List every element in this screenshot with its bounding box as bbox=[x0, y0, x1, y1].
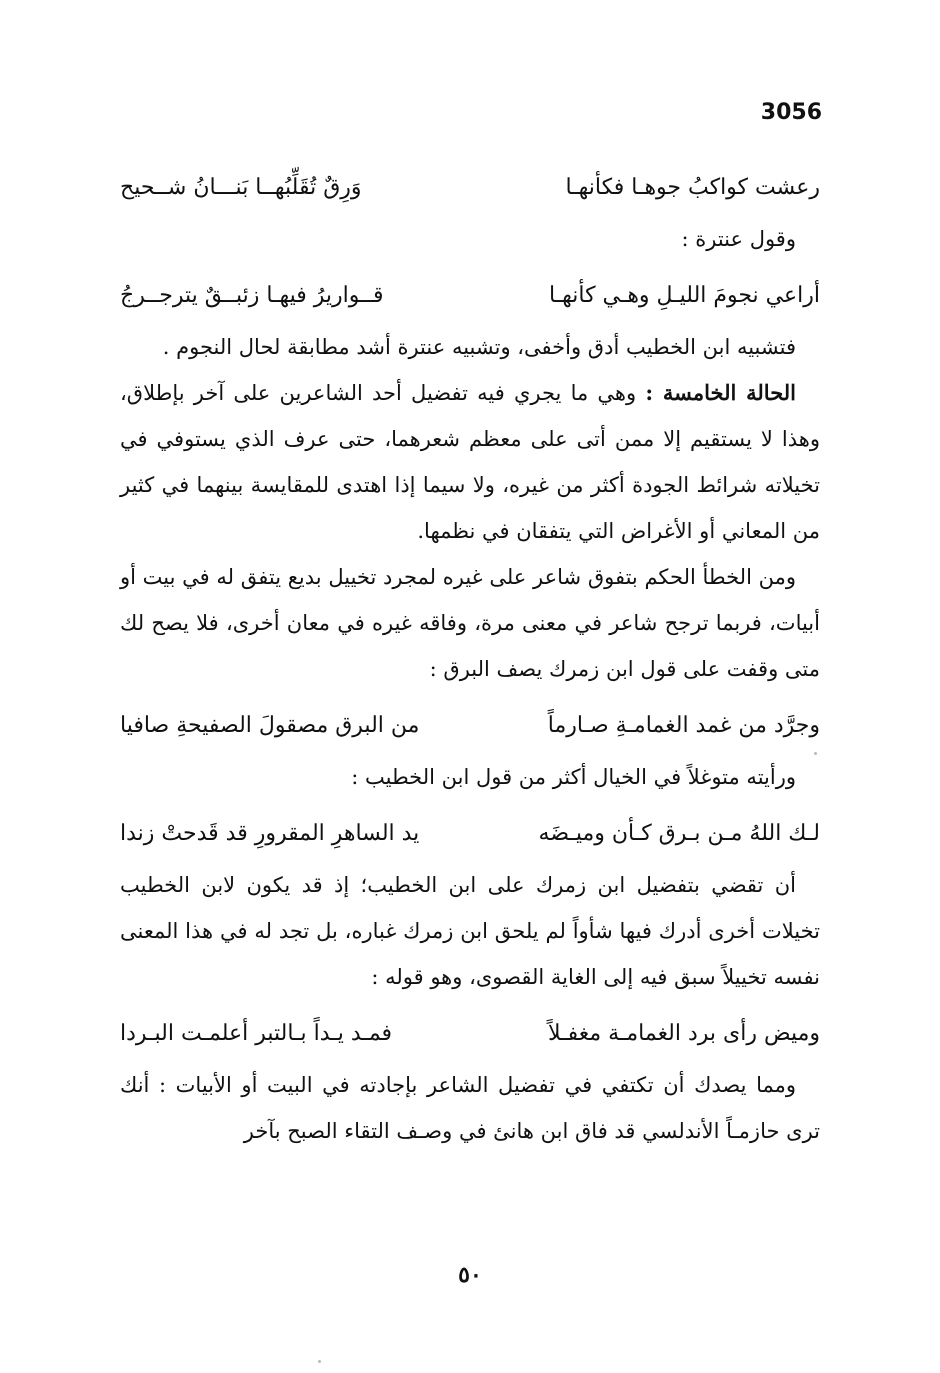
paragraph bbox=[120, 554, 820, 692]
verse-first-hemistich: وجرَّد من غمد الغمامـةِ صـارماً bbox=[547, 713, 820, 738]
verse-second-hemistich: وَرِقٌ تُقَلِّبُهــا بَنـــانُ شــحيح bbox=[120, 175, 362, 200]
page-number-top: 3056 bbox=[760, 100, 822, 125]
paragraph-text: ورأيته متوغلاً في الخيال أكثر من قول ابن الخطيب : bbox=[351, 765, 796, 789]
verse-line bbox=[120, 268, 820, 324]
paragraph-text: وهي ما يجري فيه تفضيل أحد الشاعرين على آخر بإطلاق، وهذا لا يستقيم إلا ممن أتى على معظم شعرهما، حتى عرف الذي يستوفي في تخيلاته شرائط الجودة أكثر من غيره، ولا سيما إذا اهتدى للمقايسة بينهما في كثير من المعاني أو الأغراض التي يتفقان في نظمها. bbox=[120, 381, 820, 543]
paragraph-text: أن تقضي بتفضيل ابن زمرك على ابن الخطيب؛ إذ قد يكون لابن الخطيب تخيلات أخرى أدرك فيها شأواً لم يلحق ابن زمرك غباره، بل تجد له في هذا المعنى نفسه تخييلاً سبق فيه إلى الغاية القصوى، وهو قوله : bbox=[120, 873, 820, 989]
verse-line bbox=[120, 1006, 820, 1062]
paragraph bbox=[120, 216, 820, 262]
paragraph bbox=[120, 754, 820, 800]
verse-second-hemistich: يد الساهرِ المقرورِ قد قَدحتْ زندا bbox=[120, 821, 420, 846]
paragraph bbox=[120, 370, 820, 554]
verse-second-hemistich: فمـد يـداً بـالتبر أعلمـت البـردا bbox=[120, 1021, 393, 1046]
paragraph-text: ومما يصدك أن تكتفي في تفضيل الشاعر بإجادته في البيت أو الأبيات : أنك ترى حازمـاً الأندلسي قد فاق ابن هانئ في وصـف التقاء الصبح بآخر bbox=[120, 1073, 820, 1143]
paragraph bbox=[120, 1062, 820, 1154]
paragraph bbox=[120, 324, 820, 370]
paragraph-text: فتشبيه ابن الخطيب أدق وأخفى، وتشبيه عنترة أشد مطابقة لحال النجوم . bbox=[162, 335, 796, 359]
margin-mark bbox=[814, 752, 817, 755]
verse-first-hemistich: وميض رأى برد الغمامـة مغفـلاً bbox=[548, 1021, 820, 1046]
verse-line bbox=[120, 160, 820, 216]
page-content bbox=[120, 160, 820, 1154]
verse-line bbox=[120, 698, 820, 754]
paragraph-lead: الحالة الخامسة : bbox=[645, 380, 796, 405]
verse-second-hemistich: من البرق مصقولَ الصفيحةِ صافيا bbox=[120, 713, 420, 738]
verse-first-hemistich: رعشت كواكبُ جوهـا فكأنهـا bbox=[565, 175, 820, 200]
verse-first-hemistich: أراعي نجومَ الليـلِ وهـي كأنهـا bbox=[548, 283, 820, 308]
verse-line bbox=[120, 806, 820, 862]
paragraph-text: وقول عنترة : bbox=[681, 227, 796, 251]
paragraph bbox=[120, 862, 820, 1000]
page-number-bottom: ٥٠ bbox=[458, 1262, 482, 1288]
verse-second-hemistich: قــواريرُ فيهـا زئبــقٌ يترجــرجُ bbox=[120, 283, 384, 308]
paragraph-text: ومن الخطأ الحكم بتفوق شاعر على غيره لمجرد تخييل بديع يتفق له في بيت أو أبيات، فربما ترجح شاعر في معنى مرة، وفاقه غيره في معان أخرى، فلا يصح لك متى وقفت على قول ابن زمرك يصف البرق : bbox=[120, 565, 820, 681]
margin-mark bbox=[318, 1360, 321, 1363]
verse-first-hemistich: لـك اللهُ مـن بـرق كـأن وميـضَه bbox=[538, 821, 820, 846]
